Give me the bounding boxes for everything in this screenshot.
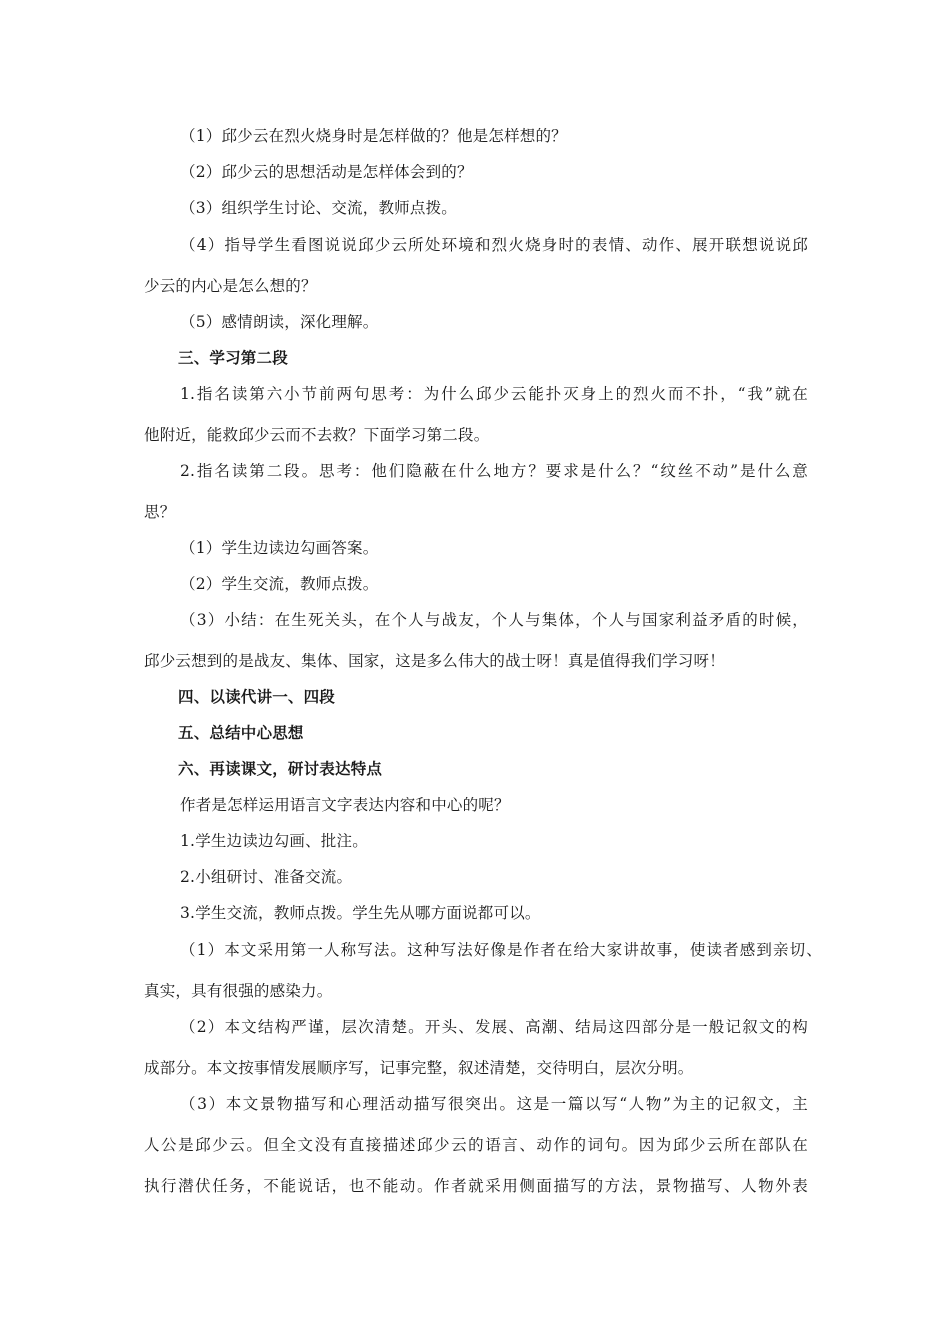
text-line-22: 3.学生交流，教师点拨。学生先从哪方面说都可以。 xyxy=(180,904,541,922)
text-line-5: 少云的内心是怎么想的？ xyxy=(144,277,317,295)
text-line-6: （5）感情朗读，深化理解。 xyxy=(180,313,379,331)
text-line-4: （4）指导学生看图说说邱少云所处环境和烈火烧身时的表情、动作、展开联想说说邱 xyxy=(180,236,808,254)
text-line-10: 2.指名读第二段。思考：他们隐蔽在什么地方？要求是什么？“纹丝不动”是什么意 xyxy=(180,462,808,480)
text-line-15: 邱少云想到的是战友、集体、国家，这是多么伟大的战士呀！真是值得我们学习呀！ xyxy=(144,652,725,670)
section-heading-4: 四、以读代讲一、四段 xyxy=(178,688,336,706)
text-line-19: 作者是怎样运用语言文字表达内容和中心的呢？ xyxy=(180,796,510,814)
text-line-23: （1）本文采用第一人称写法。这种写法好像是作者在给大家讲故事，使读者感到亲切、 xyxy=(180,941,822,959)
text-line-8: 1.指名读第六小节前两句思考：为什么邱少云能扑灭身上的烈火而不扑，“我”就在 xyxy=(180,385,808,403)
text-line-27: （3）本文景物描写和心理活动描写很突出。这是一篇以写“人物”为主的记叙文，主 xyxy=(180,1095,808,1113)
section-heading-5: 五、总结中心思想 xyxy=(178,724,304,742)
text-line-1: （1）邱少云在烈火烧身时是怎样做的？他是怎样想的？ xyxy=(180,127,567,145)
text-line-9: 他附近，能救邱少云而不去救？下面学习第二段。 xyxy=(144,426,490,444)
text-line-29: 执行潜伏任务，不能说话，也不能动。作者就采用侧面描写的方法，景物描写、人物外表 xyxy=(144,1177,808,1195)
text-line-24: 真实，具有很强的感染力。 xyxy=(144,982,333,1000)
text-line-11: 思？ xyxy=(144,503,176,521)
text-line-12: （1）学生边读边勾画答案。 xyxy=(180,539,379,557)
text-line-14: （3）小结：在生死关头，在个人与战友，个人与集体，个人与国家利益矛盾的时候， xyxy=(180,611,808,629)
section-heading-3: 三、学习第二段 xyxy=(178,349,288,367)
text-line-2: （2）邱少云的思想活动是怎样体会到的？ xyxy=(180,163,473,181)
text-line-28: 人公是邱少云。但全文没有直接描述邱少云的语言、动作的词句。因为邱少云所在部队在 xyxy=(144,1136,808,1154)
text-line-25: （2）本文结构严谨，层次清楚。开头、发展、高潮、结局这四部分是一般记叙文的构 xyxy=(180,1018,808,1036)
text-line-20: 1.学生边读边勾画、批注。 xyxy=(180,832,368,850)
text-line-26: 成部分。本文按事情发展顺序写，记事完整，叙述清楚，交待明白，层次分明。 xyxy=(144,1059,694,1077)
section-heading-6: 六、再读课文，研讨表达特点 xyxy=(178,760,383,778)
text-line-3: （3）组织学生讨论、交流，教师点拨。 xyxy=(180,199,457,217)
text-line-21: 2.小组研讨、准备交流。 xyxy=(180,868,353,886)
text-line-13: （2）学生交流，教师点拨。 xyxy=(180,575,379,593)
